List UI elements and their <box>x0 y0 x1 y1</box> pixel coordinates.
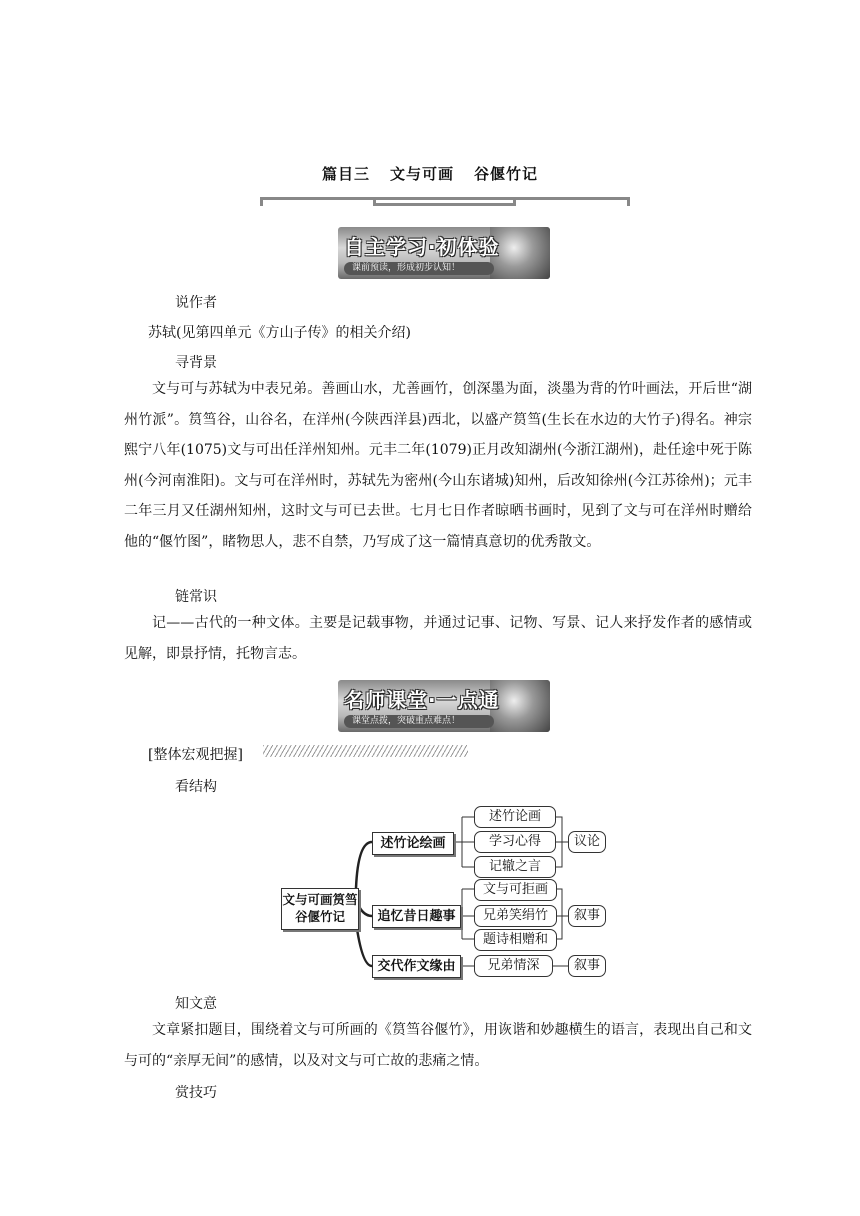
meaning-text: 文章紧扣题目，围绕着文与可所画的《筼筜谷偃竹》，用诙谐和妙趣横生的语言，表现出自己和文与可的“亲厚无间”的感情，以及对文与可亡故的悲痛之情。 <box>124 1022 752 1069</box>
branch-2-item-1: 文与可拒画 <box>474 879 557 901</box>
branch-1-type: 议论 <box>568 831 606 853</box>
branch-3-type: 叙事 <box>568 955 606 977</box>
page-title <box>0 163 860 184</box>
branch-1-item-1: 述竹论画 <box>474 806 556 828</box>
overview-label: [整体宏观把握] <box>148 747 243 763</box>
title-part-2: 谷偃竹记 <box>474 165 539 183</box>
author-text: 苏轼(见第四单元《方山子传》的相关介绍) <box>148 325 411 341</box>
part-label: 篇目三 <box>321 165 370 183</box>
branch-2: 追忆昔日趣事 <box>372 905 461 928</box>
title-underline <box>260 197 630 207</box>
branch-2-type: 叙事 <box>568 905 606 927</box>
banner-subtitle: 课堂点拨，突破重点难点！ <box>344 715 494 728</box>
branch-2-item-2: 兄弟笑绢竹 <box>474 905 557 927</box>
branch-3: 交代作文缘由 <box>372 955 461 978</box>
diagram-root: 文与可画筼筜谷偃竹记 <box>281 888 359 930</box>
self-study-banner <box>338 227 550 279</box>
banner-subtitle: 课前预读，形成初步认知！ <box>344 262 494 275</box>
background-label: 寻背景 <box>175 355 217 371</box>
teacher-class-banner <box>338 680 550 732</box>
overview-hatch <box>263 745 468 757</box>
banner-title: 自主学习·初体验 <box>344 235 500 259</box>
banner-title: 名师课堂·一点通 <box>344 688 500 712</box>
knowledge-text: 记——古代的一种文体。主要是记载事物，并通过记事、记物、写景、记人来抒发作者的感情或见解，即景抒情，托物言志。 <box>124 615 752 662</box>
technique-label: 赏技巧 <box>175 1085 217 1101</box>
structure-label: 看结构 <box>175 779 217 795</box>
author-label: 说作者 <box>175 295 217 311</box>
meaning-label: 知文意 <box>175 996 217 1012</box>
branch-2-item-3: 题诗相赠和 <box>474 929 557 951</box>
branch-1-item-3: 记辙之言 <box>474 856 556 878</box>
branch-1: 述竹论绘画 <box>372 832 454 855</box>
branch-3-item-1: 兄弟情深 <box>474 955 553 977</box>
branch-1-item-2: 学习心得 <box>474 831 556 853</box>
title-part-1: 文与可画 <box>389 165 454 183</box>
background-text: 文与可与苏轼为中表兄弟。善画山水，尤善画竹，创深墨为面，淡墨为背的竹叶画法，开后世“湖州竹派”。筼筜谷，山谷名，在洋州(今陕西洋县)西北，以盛产筼筜(生长在水边的大竹子)得名。神宗熙宁八年(1075)文与可出任洋州知州。元丰二年(1079)正月改知湖州(今浙江湖州)，赴任途中死于陈州(今河南淮阳)。文与可在洋州时，苏轼先为密州(今山东诸城)知州，后改知徐州(今江苏徐州)；元丰二年三月又任湖州知州，这时文与可已去世。七月七日作者晾晒书画时，见到了文与可在洋州时赠给他的“偃竹图”，睹物思人，悲不自禁，乃写成了这一篇情真意切的优秀散文。 <box>124 381 752 550</box>
knowledge-label: 链常识 <box>175 589 217 605</box>
